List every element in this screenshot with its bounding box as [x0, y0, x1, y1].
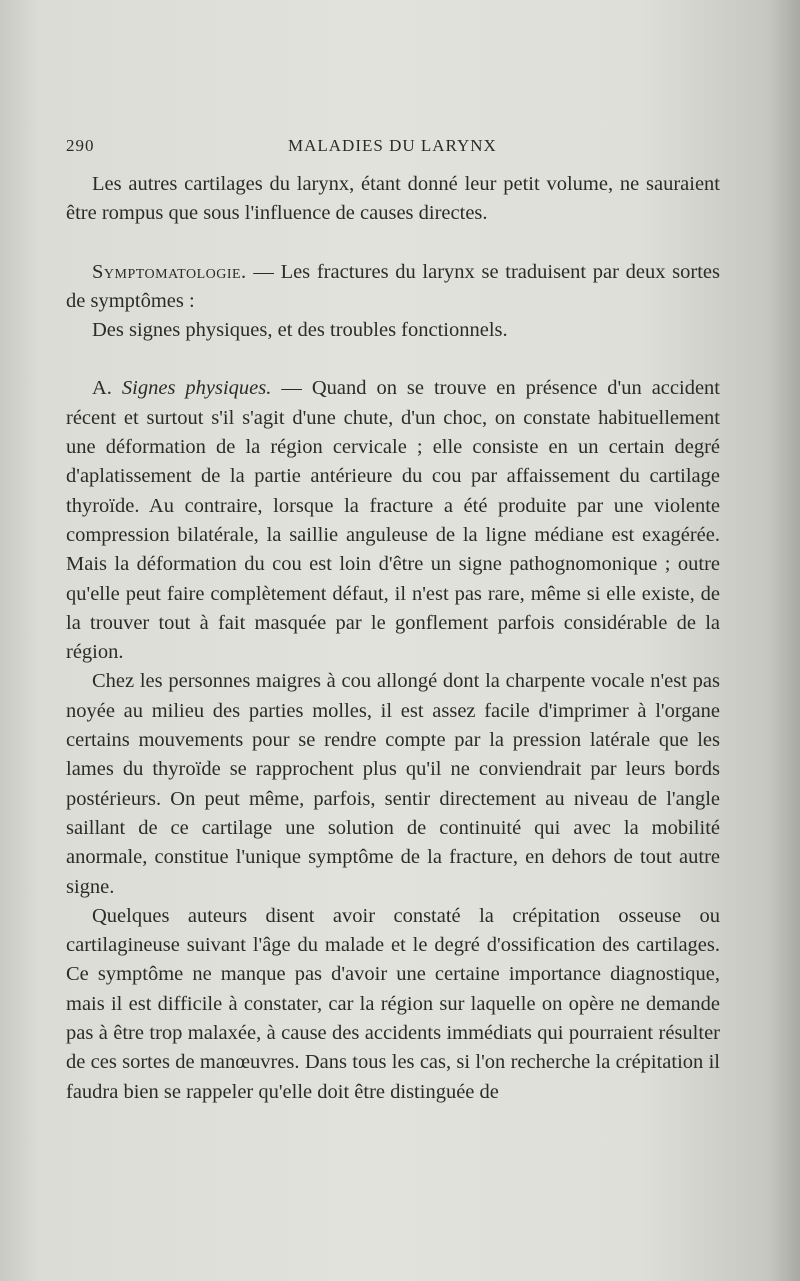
paragraph-text: Des signes physiques, et des troubles fonctionnels.: [92, 319, 508, 342]
paragraph-text: Chez les personnes maigres à cou allongé dont la charpente vocale n'est pas noyée au milieu des parties molles, il est assez facile d'imprimer à l'organe certains mouvements pour se rendre compte par la pression latérale que les lames du thyroïde se rapprochent plus qu'il ne conviendrait par leurs bords postérieurs. On peut même, parfois, sentir directement au niveau de l'angle saillant de ce cartilage une solution de continuité qui avec la mobilité anormale, constitue l'unique symptôme de la fracture, en dehors de tout autre signe.: [66, 670, 720, 898]
page-header: [66, 136, 718, 160]
paragraph-symptomatology: [66, 258, 720, 317]
paragraph-physical-signs: [66, 374, 720, 667]
paragraph-other-cartilages: [66, 170, 720, 229]
paragraph-signs-and-troubles: [66, 316, 720, 345]
page-number: 290: [66, 136, 95, 155]
paragraph-text: — Quand on se trouve en présence d'un accident récent et surtout s'il s'agit d'une chute, d'un choc, on constate habituellement une déformation de la région cervicale ; elle consiste en un certain degré d'aplatissement de la partie antérieure du cou par affaissement du cartilage thyroïde. Au contraire, lorsque la fracture a été produite par une violente compression bilatérale, la saillie anguleuse de la ligne médiane est exagérée. Mais la déformation du cou est loin d'être un signe pathognomonique ; outre qu'elle peut faire complètement défaut, il n'est pas rare, même si elle existe, de la trouver tout à fait masquée par le gonflement parfois considérable de la région.: [66, 377, 720, 664]
section-heading-symptomatology: Symptomatologie.: [92, 260, 247, 283]
paragraph-text: Quelques auteurs disent avoir constaté la crépitation osseuse ou cartilagineuse suivant l'âge du malade et le degré d'ossification des cartilages. Ce symptôme ne manque pas d'avoir une certaine importance diagnostique, mais il est difficile à constater, car la région sur laquelle on opère ne demande pas à être trop malaxée, à cause des accidents immédiats qui pourraient résulter de ces sortes de manœuvres. Dans tous les cas, si l'on recherche la crépitation il faudra bien se rappeler qu'elle doit être distinguée de: [66, 904, 720, 1103]
running-title: MALADIES DU LARYNX: [288, 136, 497, 155]
body-text: [66, 170, 720, 1107]
paragraph-text: — Les fractures du larynx se traduisent par deux sortes de symptômes :: [66, 260, 720, 312]
paragraph-thin-persons: [66, 667, 720, 901]
subsection-label: A.: [92, 377, 122, 400]
paragraph-text: Les autres cartilages du larynx, étant donné leur petit volume, ne sauraient être rompus que sous l'influence de causes directes.: [66, 173, 720, 225]
subsection-heading-physical-signs: Signes physiques.: [121, 377, 272, 400]
paragraph-crepitation: [66, 902, 720, 1107]
